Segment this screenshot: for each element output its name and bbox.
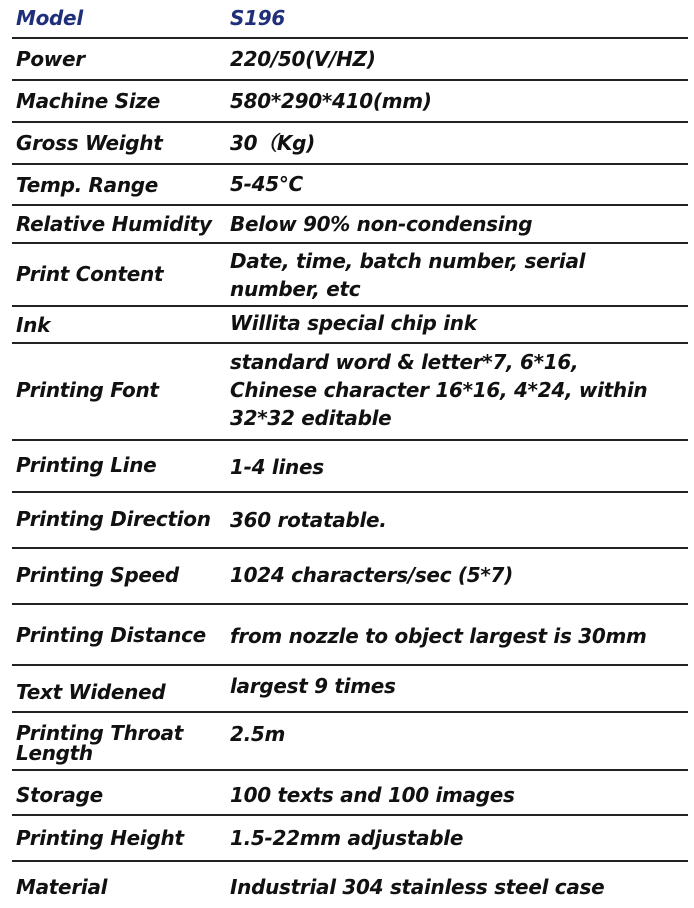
table-row [12,605,688,666]
table-row [12,549,688,605]
row-value: 1.5-22mm adjustable [230,826,464,850]
row-value: 220/50(V/HZ) [230,47,376,71]
table-row [12,666,688,713]
row-value: Below 90% non-condensing [230,212,533,236]
row-value: largest 9 times [230,674,396,698]
table-row [12,206,688,244]
row-label: Model [16,6,83,30]
row-label: Printing Throat Length [16,721,183,765]
row-value: 5-45°C [230,172,303,196]
row-label: Relative Humidity [16,212,212,236]
table-row [12,816,688,862]
row-label: Temp. Range [16,173,159,197]
row-label: Material [16,875,108,899]
table-row [12,165,688,206]
row-value: 1024 characters/sec (5*7) [230,563,513,587]
row-value: Industrial 304 stainless steel case [230,875,605,899]
table-row [12,493,688,549]
row-value: 1-4 lines [230,455,324,479]
row-value: from nozzle to object largest is 30mm [230,624,647,648]
table-row [12,862,688,908]
row-value: 30（Kg) [230,131,315,155]
table-row [12,39,688,81]
table-row [12,307,688,344]
row-label: Ink [16,313,51,337]
table-row [12,771,688,816]
row-label: Printing Distance [16,623,206,647]
row-label: Printing Speed [16,563,179,587]
row-label: Print Content [16,262,164,286]
row-value: 360 rotatable. [230,508,387,532]
row-value: 580*290*410(mm) [230,89,432,113]
row-label: Gross Weight [16,131,163,155]
row-label: Power [16,47,85,71]
table-row [12,81,688,123]
table-row-model [12,0,688,39]
row-label: Printing Direction [16,507,211,531]
table-row [12,713,688,771]
row-label: Printing Height [16,826,184,850]
row-value: Date, time, batch number, serial number, etc [230,249,586,301]
row-label: Printing Font [16,378,159,402]
row-value: standard word & letter*7, 6*16, Chinese character 16*16, 4*24, within 32*32 editable [230,350,648,430]
row-label: Storage [16,783,103,807]
table-row [12,123,688,165]
row-value: Willita special chip ink [230,311,477,335]
row-label: Machine Size [16,89,160,113]
row-label: Text Widened [16,680,166,704]
row-label: Printing Line [16,453,157,477]
row-value: S196 [230,6,285,30]
table-row [12,441,688,493]
row-value: 100 texts and 100 images [230,783,515,807]
table-row [12,244,688,307]
row-value: 2.5m [230,722,286,746]
table-row [12,344,688,441]
